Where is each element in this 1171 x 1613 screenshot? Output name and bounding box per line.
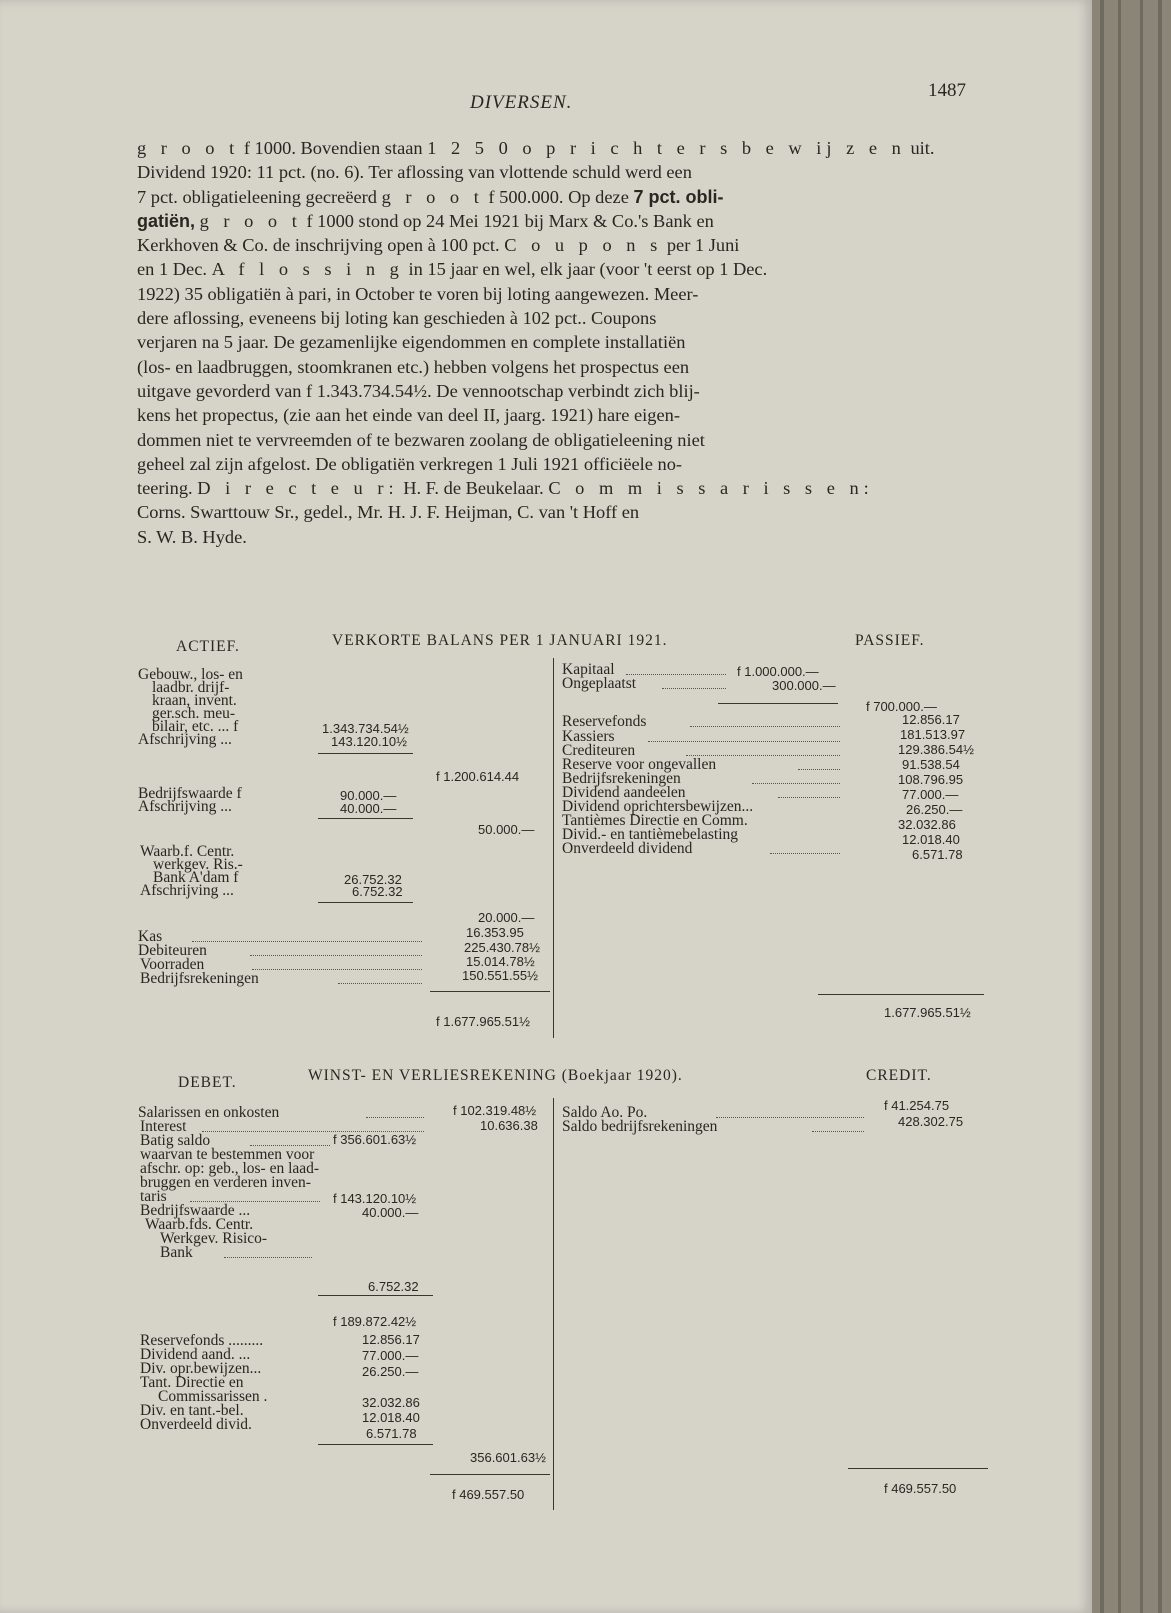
column-divider xyxy=(553,658,554,1038)
text-line: geheel zal zijn afgelost. De obligatiën verkregen 1 Juli 1921 officiëele no- xyxy=(137,453,683,474)
debet-value: 26.250.— xyxy=(362,1364,419,1379)
liability-label: Reservefonds xyxy=(562,713,647,730)
liability-value: 129.386.54½ xyxy=(898,742,974,757)
text-line: g r o o t f 1000. Bovendien staan 1 2 5 0 o p r i c h t e r s b e w ij z e n uit. xyxy=(137,138,935,158)
asset-value: 40.000.— xyxy=(340,801,397,816)
asset-label: Bedrijfsrekeningen xyxy=(140,970,259,987)
dot-leader xyxy=(690,717,840,727)
debet-label: Bedrijfswaarde ... xyxy=(140,1202,251,1219)
text-line: 7 pct. obligatieleening gecreëerd g r o o t f 500.000. Op deze 7 pct. obli- xyxy=(137,186,724,207)
liability-label: Bedrijfsrekeningen xyxy=(562,770,681,787)
asset-label: Voorraden xyxy=(140,956,205,973)
text-line: Dividend 1920: 11 pct. (no. 6). Ter aflossing van vlottende schuld werd een xyxy=(137,162,692,183)
asset-label: Kas xyxy=(138,928,163,945)
asset-value: 225.430.78½ xyxy=(464,940,540,955)
asset-label: Bedrijfswaarde f xyxy=(138,785,242,802)
text-line: teering. D i r e c t e u r: H. F. de Beukelaar. C o m m i s s a r i s s e n: xyxy=(137,478,874,499)
asset-value: 15.014.78½ xyxy=(466,954,535,969)
balance-title: VERKORTE BALANS PER 1 JANUARI 1921. xyxy=(332,632,668,649)
debet-value: 40.000.— xyxy=(362,1205,419,1220)
asset-value: 16.353.95 xyxy=(466,925,524,940)
liability-value: 108.796.95 xyxy=(898,772,964,787)
assets-grand-total: f 1.677.965.51½ xyxy=(436,1014,530,1029)
debet-label: taris xyxy=(140,1188,167,1205)
rule xyxy=(718,703,838,704)
dot-leader xyxy=(662,679,726,689)
asset-value: 150.551.55½ xyxy=(462,968,538,983)
asset-label: Debiteuren xyxy=(138,942,207,959)
debet-value: 32.032.86 xyxy=(362,1395,420,1410)
credit-label: Saldo Ao. Po. xyxy=(562,1104,648,1121)
debet-label: Waarb.fds. Centr. xyxy=(145,1216,254,1233)
debet-value: f 143.120.10½ xyxy=(333,1191,417,1206)
page-number: 1487 xyxy=(928,80,966,101)
dot-leader xyxy=(686,746,840,756)
page-edge xyxy=(1100,0,1104,1613)
debet-label: Div. en tant.-bel. xyxy=(140,1402,244,1419)
profit-loss-title: WINST- EN VERLIESREKENING (Boekjaar 1920). xyxy=(308,1067,683,1084)
dot-leader xyxy=(252,960,422,970)
liability-label: Ongeplaatst xyxy=(562,675,637,692)
credit-value: f 41.254.75 xyxy=(884,1098,950,1113)
debet-label: afschr. op: geb., los- en laad- xyxy=(140,1160,320,1177)
text-line: 1922) 35 obligatiën à pari, in October te voren bij loting aangewezen. Meer- xyxy=(137,283,699,304)
dot-leader xyxy=(798,760,840,770)
debet-subtotal: f 189.872.42½ xyxy=(333,1314,417,1329)
debet-label: Tant. Directie en xyxy=(140,1374,244,1391)
liability-value: f 1.000.000.— xyxy=(737,664,819,679)
text-line: kens het propectus, (zie aan het einde van deel II, jaarg. 1921) hare eigen- xyxy=(137,405,680,426)
liability-label: Kapitaal xyxy=(562,661,615,678)
credit-heading: CREDIT. xyxy=(866,1067,932,1084)
debet-grand-total: f 469.557.50 xyxy=(452,1487,525,1502)
running-header: DIVERSEN. xyxy=(470,92,573,113)
text-line: uitgave gevorderd van f 1.343.734.54½. De vennootschap verbindt zich blij- xyxy=(137,380,700,401)
company-description xyxy=(137,136,977,549)
rule xyxy=(318,753,413,754)
debet-label: Werkgev. Risico- xyxy=(160,1230,268,1247)
asset-value: 90.000.— xyxy=(340,788,397,803)
credit-label: Saldo bedrijfsrekeningen xyxy=(562,1118,718,1135)
dot-leader xyxy=(716,1108,864,1118)
rule xyxy=(430,1474,550,1475)
debet-label: Div. opr.bewijzen... xyxy=(140,1360,262,1377)
debet-label: Onverdeeld divid. xyxy=(140,1416,252,1433)
text-line: Kerkhoven & Co. de inschrijving open à 100 pct. C o u p o n s per 1 Juni xyxy=(137,235,740,256)
liability-label: Dividend aandeelen xyxy=(562,784,686,801)
asset-label: Waarb.f. Centr. xyxy=(140,843,235,860)
rule xyxy=(318,1444,433,1445)
liability-value: f 700.000.— xyxy=(866,699,937,714)
text-line: (los- en laadbruggen, stoomkranen etc.) hebben volgens het prospectus een xyxy=(137,356,690,377)
liability-label: Divid.- en tantièmebelasting xyxy=(562,826,739,843)
debet-label: Salarissen en onkosten xyxy=(138,1104,280,1121)
rule xyxy=(848,1468,988,1469)
dot-leader xyxy=(250,1136,330,1146)
column-divider xyxy=(553,1098,554,1510)
asset-label: kraan, invent. xyxy=(152,692,237,709)
asset-value: 143.120.10½ xyxy=(331,734,407,749)
asset-label: bilair, etc. ... f xyxy=(152,718,239,735)
debet-value: 77.000.— xyxy=(362,1348,419,1363)
dot-leader xyxy=(770,844,840,854)
liability-value: 181.513.97 xyxy=(900,727,966,742)
page-edge xyxy=(1118,0,1121,1613)
dot-leader xyxy=(338,974,422,984)
liability-value: 300.000.— xyxy=(772,678,836,693)
debet-label: Dividend aand. ... xyxy=(140,1346,251,1363)
dot-leader xyxy=(192,932,422,942)
rule xyxy=(318,1295,433,1296)
passief-heading: PASSIEF. xyxy=(855,632,925,649)
dot-leader xyxy=(190,1192,320,1202)
debet-label: Batig saldo xyxy=(140,1132,211,1149)
liability-label: Crediteuren xyxy=(562,742,636,759)
debet-value: 10.636.38 xyxy=(480,1118,538,1133)
liability-value: 12.018.40 xyxy=(902,832,960,847)
text-line: S. W. B. Hyde. xyxy=(137,526,247,547)
dot-leader xyxy=(778,788,840,798)
asset-label: Afschrijving ... xyxy=(140,882,234,899)
dot-leader xyxy=(250,946,422,956)
rule xyxy=(430,991,550,992)
debet-label: Bank xyxy=(160,1244,193,1261)
rule xyxy=(318,902,413,903)
text-line: gatiën, g r o o t f 1000 stond op 24 Mei 1921 bij Marx & Co.'s Bank en xyxy=(137,210,714,231)
credit-grand-total: f 469.557.50 xyxy=(884,1481,957,1496)
page-edge xyxy=(1140,0,1143,1613)
debet-value: 6.571.78 xyxy=(366,1426,417,1441)
debet-value: 6.752.32 xyxy=(368,1279,419,1294)
liabilities-grand-total: 1.677.965.51½ xyxy=(884,1005,971,1020)
asset-value: 26.752.32 xyxy=(344,872,402,887)
credit-value: 428.302.75 xyxy=(898,1114,964,1129)
asset-label: werkgev. Ris.- xyxy=(153,856,243,873)
asset-total: f 1.200.614.44 xyxy=(436,769,520,784)
dot-leader xyxy=(812,1122,864,1132)
text-line: dommen niet te vervreemden of te bezwaren zoolang de obligatieleening niet xyxy=(137,429,705,450)
actief-heading: ACTIEF. xyxy=(176,638,240,655)
dot-leader xyxy=(648,732,840,742)
debet-value: f 356.601.63½ xyxy=(333,1132,417,1147)
liability-label: Kassiers xyxy=(562,728,615,745)
debet-label: Commissarissen . xyxy=(158,1388,268,1405)
debet-label: Interest xyxy=(140,1118,187,1135)
liability-value: 12.856.17 xyxy=(902,712,960,727)
dot-leader xyxy=(366,1108,424,1118)
liability-value: 77.000.— xyxy=(902,787,959,802)
liability-value: 32.032.86 xyxy=(898,817,956,832)
debet-label: waarvan te bestemmen voor xyxy=(140,1146,315,1163)
dot-leader xyxy=(202,1122,424,1132)
liability-label: Dividend oprichtersbewijzen... xyxy=(562,798,754,815)
liability-label: Onverdeeld dividend xyxy=(562,840,693,857)
debet-value: 356.601.63½ xyxy=(470,1450,546,1465)
page-edge xyxy=(1158,0,1162,1613)
asset-label: laadbr. drijf- xyxy=(152,679,230,696)
debet-label: Reservefonds ......... xyxy=(140,1332,264,1349)
liability-label: Reserve voor ongevallen xyxy=(562,756,717,773)
text-line: dere aflossing, eveneens bij loting kan geschieden à 102 pct.. Coupons xyxy=(137,308,657,329)
text-line: verjaren na 5 jaar. De gezamenlijke eigendommen en complete installatiën xyxy=(137,332,686,353)
asset-label: ger.sch. meu- xyxy=(152,705,236,722)
asset-label: Afschrijving ... xyxy=(138,798,232,815)
asset-total: 20.000.— xyxy=(478,910,535,925)
debet-value: 12.018.40 xyxy=(362,1410,420,1425)
debet-value: 12.856.17 xyxy=(362,1332,420,1347)
asset-label: Bank A'dam f xyxy=(153,869,239,886)
asset-label: Afschrijving ... xyxy=(138,731,232,748)
liability-value: 6.571.78 xyxy=(912,847,963,862)
liability-label: Tantièmes Directie en Comm. xyxy=(562,812,748,829)
asset-value: 1.343.734.54½ xyxy=(322,721,409,736)
debet-value: f 102.319.48½ xyxy=(453,1103,537,1118)
rule xyxy=(818,994,984,995)
asset-value: 6.752.32 xyxy=(352,884,403,899)
text-line: en 1 Dec. A f l o s s i n g in 15 jaar en wel, elk jaar (voor 't eerst op 1 Dec. xyxy=(137,259,768,280)
text-line: Corns. Swarttouw Sr., gedel., Mr. H. J. F. Heijman, C. van 't Hoff en xyxy=(137,502,640,523)
liability-value: 26.250.— xyxy=(906,802,963,817)
debet-heading: DEBET. xyxy=(178,1074,237,1091)
debet-label: bruggen en verderen inven- xyxy=(140,1174,311,1191)
dot-leader xyxy=(224,1248,312,1258)
dot-leader xyxy=(752,774,840,784)
liability-value: 91.538.54 xyxy=(902,757,960,772)
asset-total: 50.000.— xyxy=(478,822,535,837)
dot-leader xyxy=(626,665,726,675)
asset-label: Gebouw., los- en xyxy=(138,666,243,683)
rule xyxy=(318,818,413,819)
